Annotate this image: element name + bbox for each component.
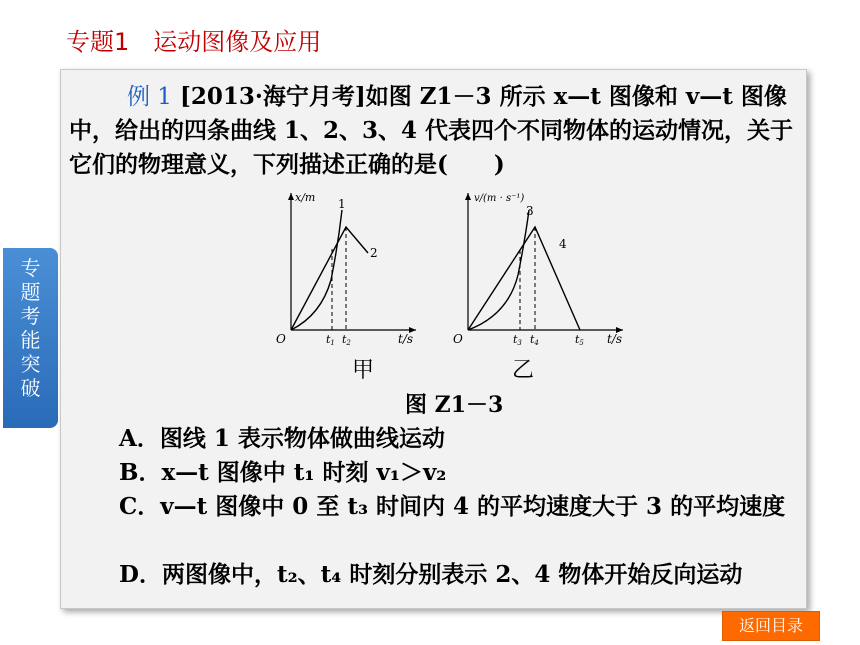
vt-curve-3 (468, 210, 529, 330)
xt-graph (276, 185, 426, 350)
xt-origin: O (276, 332, 286, 346)
side-tab-char: 题 (20, 280, 41, 304)
question-text (69, 80, 799, 182)
vt-ylabel: v/(m · s⁻¹) (474, 193, 525, 204)
xt-label-1: 1 (338, 197, 346, 211)
option-b[interactable]: B．x—t 图像中 t₁ 时刻 v₁＞v₂ (119, 459, 447, 486)
option-c[interactable]: C．v—t 图像中 0 至 t₃ 时间内 4 的平均速度大于 3 的平均速度 (119, 493, 786, 520)
back-to-contents-button[interactable]: 返回目录 (722, 611, 820, 641)
caption-jia: 甲 (352, 358, 375, 383)
vt-label-3: 3 (526, 204, 534, 218)
vt-t5: t5 (575, 333, 584, 347)
side-tab-topic[interactable] (3, 248, 58, 428)
xt-ylabel: x/m (295, 191, 316, 204)
option-d[interactable]: D．两图像中，t₂、t₄ 时刻分别表示 2、4 物体开始反向运动 (119, 561, 743, 588)
vt-xlabel: t/s (607, 332, 623, 346)
xt-xlabel: t/s (398, 332, 414, 346)
side-tab-char: 突 (20, 352, 41, 376)
xt-t1: t1 (326, 333, 335, 347)
xt-label-2: 2 (370, 246, 378, 260)
side-tab-char: 专 (20, 256, 41, 280)
xt-curve-2 (291, 227, 368, 330)
question-card (60, 69, 807, 609)
side-tab-char: 破 (20, 376, 41, 400)
vt-graph (453, 185, 648, 350)
side-tab-char: 考 (20, 304, 41, 328)
vt-label-4: 4 (559, 237, 567, 251)
page-title: 专题1 运动图像及应用 (66, 28, 322, 56)
xt-curve-1 (291, 210, 342, 330)
option-a[interactable]: A．图线 1 表示物体做曲线运动 (119, 425, 445, 452)
caption-yi: 乙 (512, 358, 535, 383)
vt-t3: t3 (513, 333, 522, 347)
question-body: [2013·海宁月考]如图 Z1－3 所示 x—t 图像和 v—t 图像中，给出的四条曲线 1、2、3、4 代表四个不同物体的运动情况，关于它们的物理意义，下列描述正确的是( ) (69, 83, 794, 178)
xt-t2: t2 (342, 333, 351, 347)
vt-origin: O (453, 332, 463, 346)
vt-t4: t4 (530, 333, 539, 347)
figure-caption: 图 Z1－3 (405, 392, 504, 418)
side-tab-char: 能 (20, 328, 41, 352)
example-label: 例 1 (127, 84, 172, 110)
